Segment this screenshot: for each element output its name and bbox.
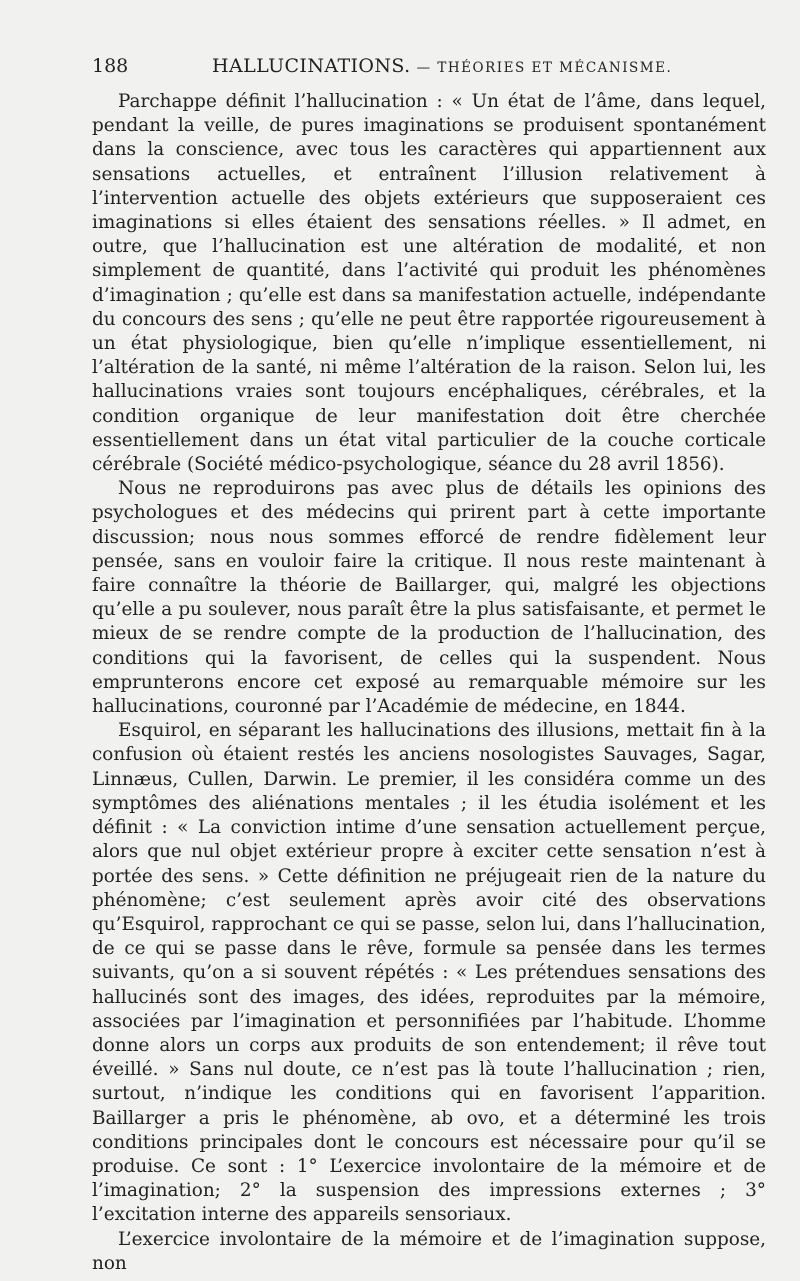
paragraph: Esquirol, en séparant les hallucinations des illusions, mettait fin à la confusion où étaient restés les anciens nosologistes Sauvages, Sagar, Linnæus, Cullen, Darwin. Le premier, il les considéra comme un des symptômes des aliénations mentales ; il les étudia isolément et les définit : « La conviction intime d’une sensation actuellement perçue, alors que nul objet extérieur propre à exciter cette sensation n’est à portée des sens. » Cette définition ne préjugeait rien de la nature du phénomène; c’est seulement après avoir cité des observations qu’Esquirol, rapprochant ce qui se passe, selon lui, dans l’hallucination, de ce qui se passe dans le rêve, formule sa pensée dans les termes suivants, qu’on a si souvent répétés : « Les prétendues sensations des hallucinés sont des images, des idées, reproduites par la mémoire, associées par l’imagination et personnifiées par l’habitude. L’homme donne alors un corps aux produits de son entendement; il rêve tout éveillé. » Sans nul doute, ce n’est pas là toute l’hallucination ; rien, surtout, n’indique les conditions qui en favorisent l’apparition. Baillarger a pris le phénomène, ab ovo, et a déterminé les trois conditions principales dont le concours est nécessaire pour qu’il se produise. Ce sont : 1° L’exercice involontaire de la mémoire et de l’imagination; 2° la suspension des impressions externes ; 3° l’excitation interne des appareils sensoriaux. (92, 720, 766, 1226)
body-text (92, 90, 766, 1276)
paragraph: Parchappe définit l’hallucination : « Un état de l’âme, dans lequel, pendant la veille, de pures imaginations se produisent spontanément dans la conscience, avec tous les caractères qui appartiennent aux sensations actuelles, et entraînent l’illusion relativement à l’intervention actuelle des objets extérieurs que supposeraient ces imaginations si elles étaient des sensations réelles. » Il admet, en outre, que l’hallucination est une altération de modalité, et non simplement de quantité, dans l’activité qui produit les phénomènes d’imagination ; qu’elle est dans sa manifestation actuelle, indépendante du concours des sens ; qu’elle ne peut être rapportée rigoureusement à un état physiologique, bien qu’elle n’implique essentiellement, ni l’altération de la santé, ni même l’altération de la raison. Selon lui, les hallucinations vraies sont toujours encéphaliques, cérébrales, et la condition organique de leur manifestation doit être cherchée essentiellement dans un état vital particulier de la couche corticale cérébrale (Société médico-psychologique, séance du 28 avril 1856). (92, 91, 766, 476)
paragraph: Nous ne reproduirons pas avec plus de détails les opinions des psychologues et des médecins qui prirent part à cette importante discussion; nous nous sommes efforcé de rendre fidèlement leur pensée, sans en vouloir faire la critique. Il nous reste maintenant à faire connaître la théorie de Baillarger, qui, malgré les objections qu’elle a pu soulever, nous paraît être la plus satisfaisante, et permet le mieux de se rendre compte de la production de l’hallucination, des conditions qui la favorisent, de celles qui la suspendent. Nous emprunterons encore cet exposé au remarquable mémoire sur les hallucinations, couronné par l’Académie de médecine, en 1844. (92, 478, 766, 718)
page-header (92, 52, 766, 82)
page-number: 188 (92, 55, 129, 77)
paragraph: L’exercice involontaire de la mémoire et de l’imagination suppose, non (92, 1228, 766, 1274)
running-title: HALLUCINATIONS. (212, 55, 411, 77)
running-subtitle: — THÉORIES ET MÉCANISME. (416, 60, 673, 76)
